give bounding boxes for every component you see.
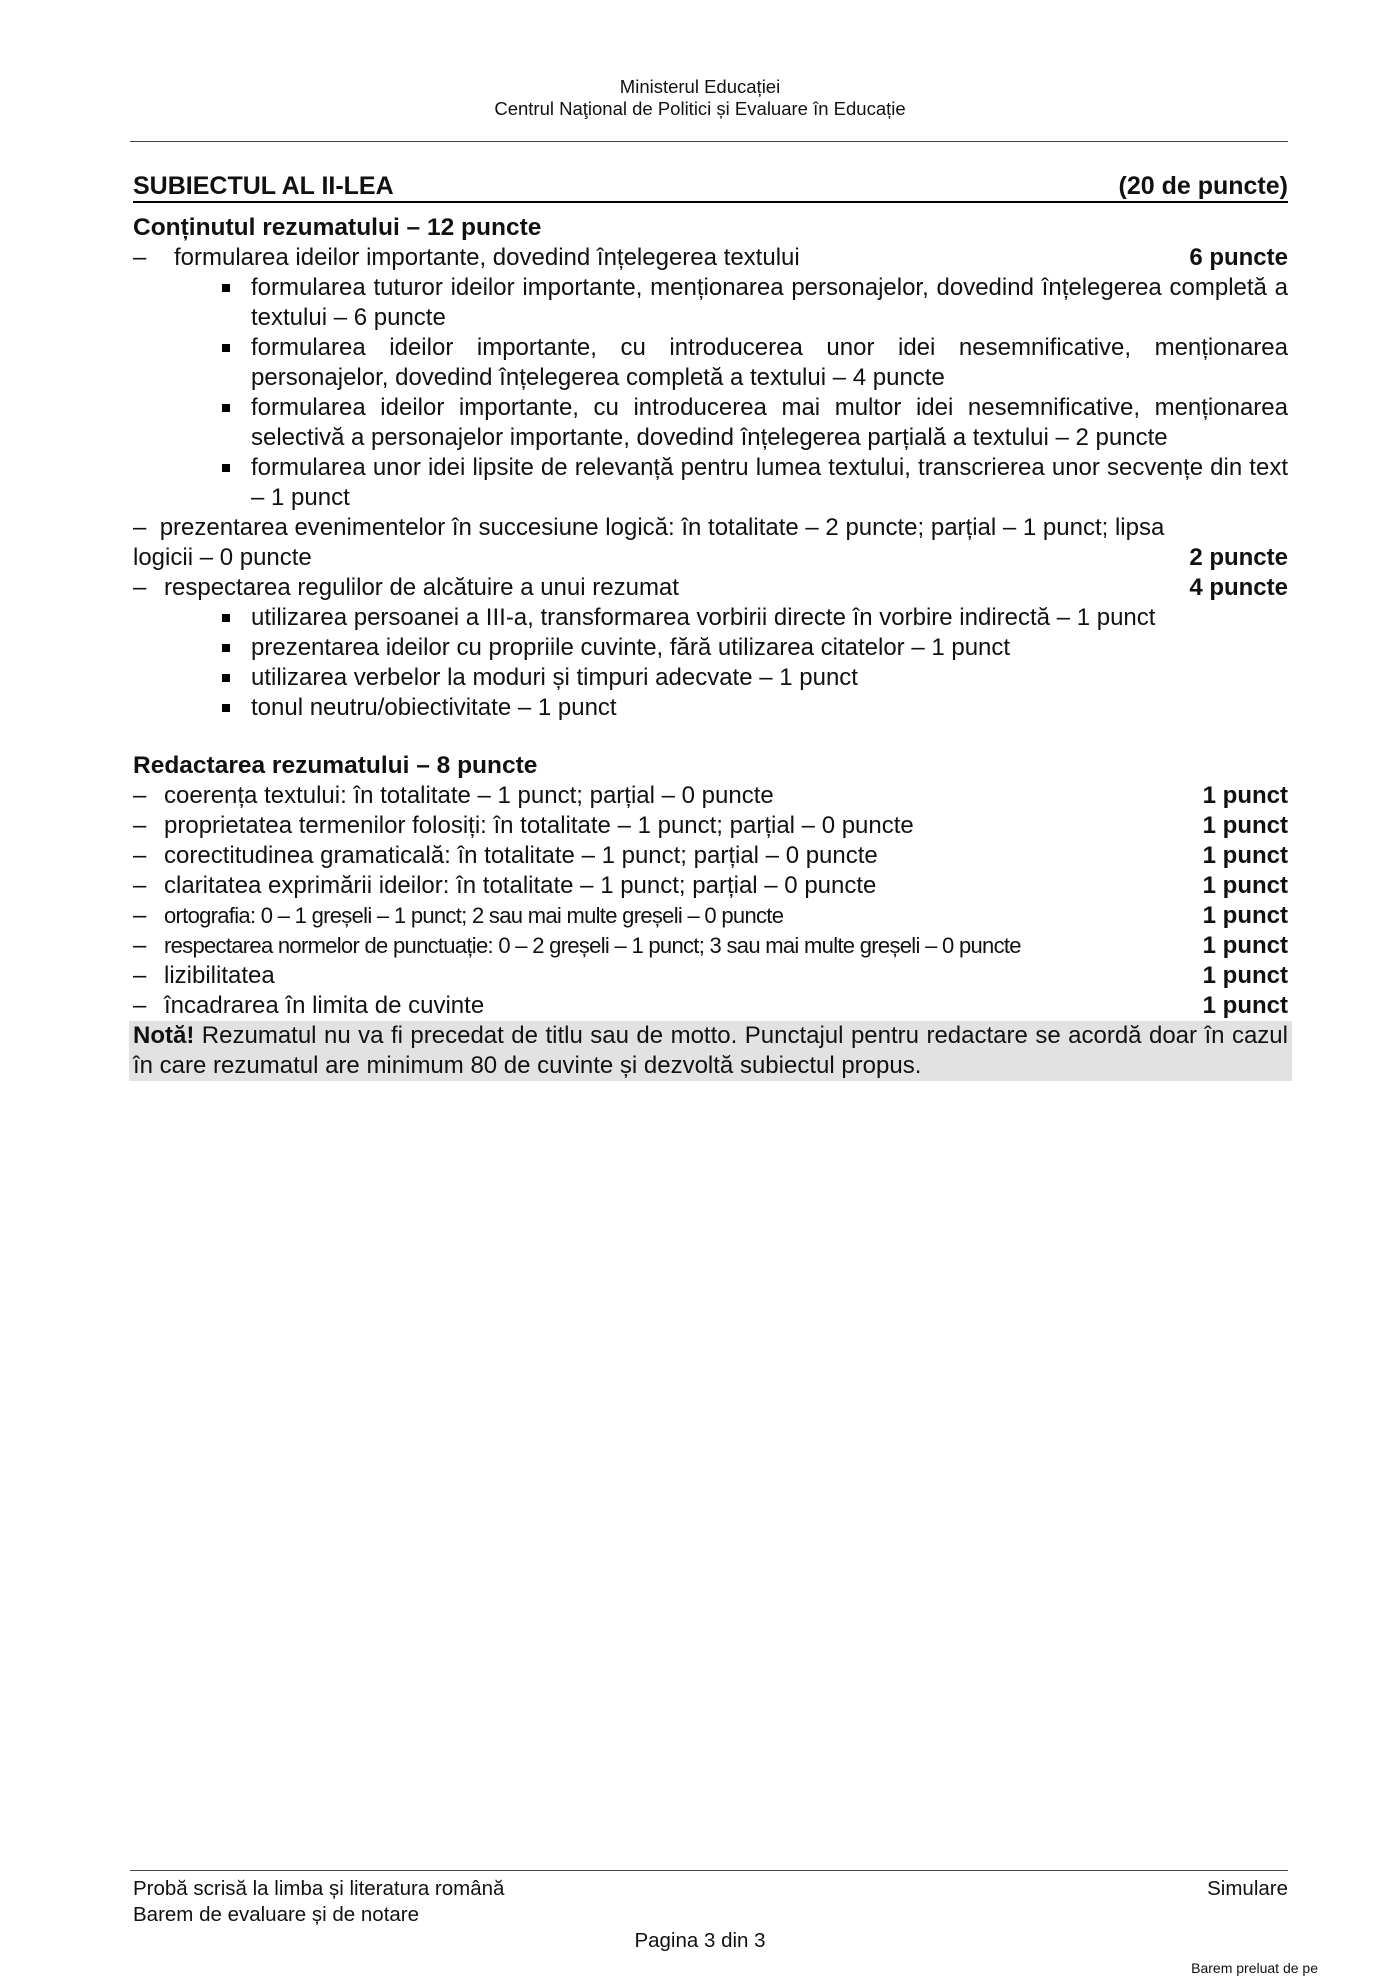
dash-mark: – (133, 872, 147, 899)
writing-text: proprietatea termenilor folosiți: în totalitate – 1 punct; parțial – 0 puncte (164, 812, 914, 839)
subject-title-label: SUBIECTUL AL II-LEA (133, 172, 394, 200)
bullet-text: utilizarea verbelor la moduri și timpuri adecvate – 1 punct (251, 664, 858, 691)
dash-mark: – (133, 962, 147, 989)
writing-points: 1 punct (1202, 932, 1288, 959)
criterion-text: prezentarea evenimentelor în succesiune logică: în totalitate – 2 puncte; parțial – 1 punct; lipsa (159, 514, 1165, 541)
bullet-item (133, 603, 1288, 633)
writing-points: 1 punct (1202, 902, 1288, 929)
square-bullet-icon (222, 674, 230, 682)
bullet-item (133, 453, 1288, 513)
writing-text: corectitudinea gramaticală: în totalitate – 1 punct; parțial – 0 puncte (164, 842, 878, 869)
square-bullet-icon (222, 704, 230, 712)
writing-points: 1 punct (1202, 872, 1288, 899)
writing-row (133, 871, 1288, 901)
writing-row (133, 901, 1288, 931)
square-bullet-icon (222, 404, 230, 412)
dash-mark: – (133, 902, 147, 929)
header-divider (130, 141, 1288, 142)
writing-text: coerența textului: în totalitate – 1 punct; parțial – 0 puncte (164, 782, 774, 809)
dash-mark: – (133, 782, 147, 809)
footer-session: Simulare (1207, 1877, 1288, 1900)
page-number: Pagina 3 din 3 (634, 1929, 766, 1952)
criterion-points: 2 puncte (1189, 544, 1288, 571)
writing-points: 1 punct (1202, 842, 1288, 869)
bullet-item (133, 273, 1288, 333)
section-content-heading: Conținutul rezumatului – 12 puncte (133, 214, 542, 241)
writing-text: ortografia: 0 – 1 greșeli – 1 punct; 2 sau mai multe greșeli – 0 puncte (164, 903, 784, 928)
dash-mark: – (133, 244, 147, 271)
dash-mark: – (133, 812, 147, 839)
bullet-text: prezentarea ideilor cu propriile cuvinte, fără utilizarea citatelor – 1 punct (251, 634, 1011, 661)
writing-points: 1 punct (1202, 782, 1288, 809)
writing-row (133, 931, 1288, 961)
writing-text: respectarea normelor de punctuație: 0 – 2 greșeli – 1 punct; 3 sau mai multe greșeli – 0 puncte (164, 933, 1021, 958)
criterion-text: respectarea regulilor de alcătuire a unui rezumat (164, 574, 679, 601)
square-bullet-icon (222, 644, 230, 652)
dash-mark: – (133, 574, 147, 601)
document-body (133, 172, 1288, 1081)
square-bullet-icon (222, 344, 230, 352)
bullet-item (133, 663, 1288, 693)
footer-barem-label: Barem de evaluare și de notare (133, 1903, 420, 1926)
bullet-text: tonul neutru/obiectivitate – 1 punct (251, 694, 617, 721)
note-box (129, 1021, 1292, 1081)
writing-points: 1 punct (1202, 812, 1288, 839)
bullet-item (133, 333, 1288, 393)
criterion-row (133, 243, 1288, 273)
writing-text: claritatea exprimării ideilor: în totalitate – 1 punct; parțial – 0 puncte (164, 872, 877, 899)
criterion-logic (133, 513, 1288, 573)
dash-mark: – (133, 992, 147, 1019)
square-bullet-icon (222, 464, 230, 472)
criterion-text: formularea ideilor importante, dovedind înțelegerea textului (174, 244, 800, 271)
square-bullet-icon (222, 284, 230, 292)
square-bullet-icon (222, 614, 230, 622)
criterion-points: 4 puncte (1189, 574, 1288, 601)
bullet-text: formularea ideilor importante, cu introducerea unor idei nesemnificative, menționarea personajelor, dovedind înțelegerea completă a textului – 4 puncte (251, 334, 1288, 391)
dash-mark: – (133, 514, 147, 541)
writing-points: 1 punct (1202, 962, 1288, 989)
writing-text: lizibilitatea (164, 962, 275, 989)
section-writing-heading: Redactarea rezumatului – 8 puncte (133, 752, 538, 779)
writing-row (133, 841, 1288, 871)
writing-row (133, 811, 1288, 841)
header-center: Centrul Naţional de Politici și Evaluare în Educație (494, 98, 906, 119)
dash-mark: – (133, 932, 147, 959)
bullet-text: formularea ideilor importante, cu introducerea mai multor idei nesemnificative, menționarea selectivă a personajelor importante, dovedind înțelegerea parțială a textului – 2 puncte (251, 394, 1288, 451)
writing-points: 1 punct (1202, 992, 1288, 1019)
writing-row (133, 961, 1288, 991)
source-note: Barem preluat de pe (1191, 1960, 1318, 1976)
criterion-text-continued: logicii – 0 puncte (133, 544, 312, 571)
writing-text: încadrarea în limita de cuvinte (164, 992, 485, 1019)
subject-title-points: (20 de puncte) (1118, 172, 1288, 200)
subject-title (133, 172, 1288, 203)
writing-row (133, 781, 1288, 811)
bullet-text: formularea tuturor ideilor importante, menționarea personajelor, dovedind înțelegerea completă a textului – 6 puncte (251, 274, 1288, 331)
bullet-item (133, 393, 1288, 453)
footer-exam-name: Probă scrisă la limba și literatura română (133, 1877, 505, 1900)
bullet-text: utilizarea persoanei a III-a, transformarea vorbirii directe în vorbire indirectă – 1 punct (251, 604, 1156, 631)
note-label: Notă! (133, 1022, 195, 1049)
criterion-points: 6 puncte (1189, 244, 1288, 271)
writing-row (133, 991, 1288, 1021)
criterion-row (133, 573, 1288, 603)
note-text: Rezumatul nu va fi precedat de titlu sau de motto. Punctajul pentru redactare se acordă doar în cazul în care rezumatul are minimum 80 de cuvinte și dezvoltă subiectul propus. (133, 1022, 1288, 1079)
bullet-item (133, 633, 1288, 663)
bullet-item (133, 693, 1288, 723)
footer-divider (130, 1870, 1288, 1871)
header-ministry: Ministerul Educației (619, 76, 781, 97)
bullet-text: formularea unor idei lipsite de relevanță pentru lumea textului, transcrierea unor secvențe din text – 1 punct (251, 454, 1288, 511)
dash-mark: – (133, 842, 147, 869)
